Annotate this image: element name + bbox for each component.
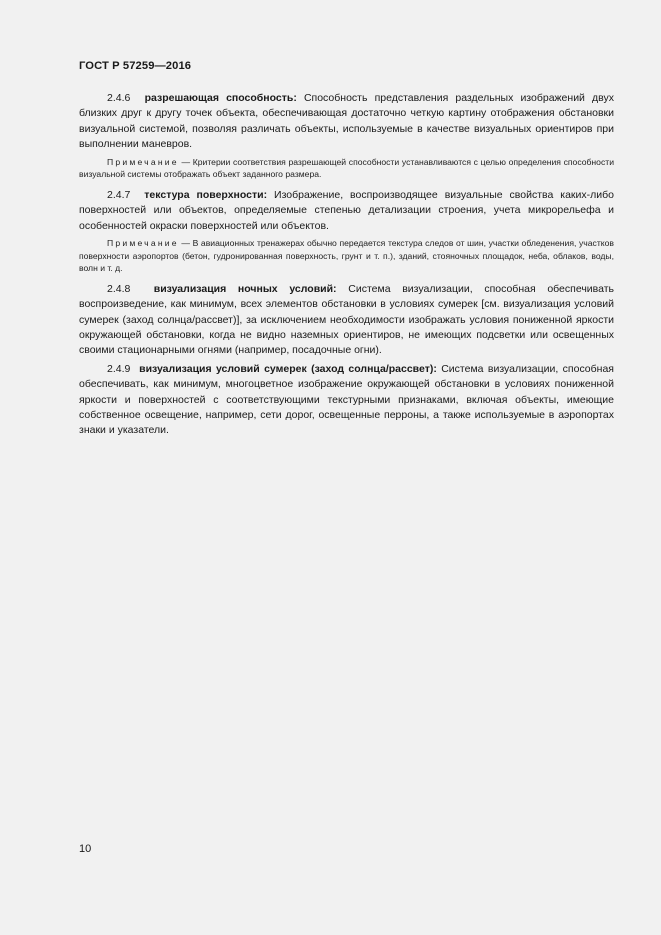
note-text: — В авиационных тренажерах обычно передается текстура следов от шин, участки обледенения, участков поверхности аэропортов (бетон, гудронированная поверхность, грунт и т. п.), зданий, стояночных площадок, неба, облаков, воды, волн и т. д. [79, 238, 614, 274]
page-content [79, 91, 614, 442]
section-2-4-8 [79, 282, 614, 359]
definition: Система визуализации, способная обеспечивать, как минимум, многоцветное изображение окружающей обстановки в условиях пониженной яркости и поверхностей с соответствующими текстурными признаками, включая объекты, имеющие собственное освещение, например, сети дорог, освещенные перроны, а также используемые в аэропортах знаки и указатели. [79, 362, 614, 437]
term: разрешающая способность: [144, 92, 297, 104]
note-label: Примечание [107, 238, 179, 249]
section-2-4-7 [79, 188, 614, 234]
section-number: 2.4.9 [107, 362, 131, 375]
term: визуализация условий сумерек (заход солнца/рассвет): [139, 362, 437, 375]
note-2-4-6 [79, 156, 614, 181]
section-2-4-9 [79, 362, 614, 439]
page-number: 10 [79, 843, 92, 855]
note-label: Примечание [107, 156, 179, 167]
note-2-4-7 [79, 237, 614, 275]
note-text: — Критерии соответствия разрешающей способности устанавливаются с целью определения способности визуальной системы отображать объект заданного размера. [79, 156, 614, 180]
definition: Способность представления раздельных изображений двух близких друг к другу точек объекта, обеспечивающая достаточно четкую картину отображения обстановки визуальной системой, позволяя различать объекты, используемые в качестве визуальных ориентиров при выполнении маневров. [79, 92, 615, 151]
term: визуализация ночных условий: [153, 282, 337, 295]
term: текстура поверхности: [144, 188, 268, 201]
document-header: ГОСТ Р 57259—2016 [79, 60, 192, 72]
section-number: 2.4.6 [107, 92, 131, 104]
section-number: 2.4.7 [107, 188, 131, 201]
section-number: 2.4.8 [107, 282, 131, 295]
definition: Изображение, воспроизводящее визуальные свойства каких-либо поверхностей или объектов, определяемые степенью детализации строения, учета микрорельефа и особенностей окраски поверхностей или объектов. [79, 188, 614, 232]
section-2-4-6 [79, 91, 614, 153]
definition: Система визуализации, способная обеспечивать воспроизведение, как минимум, всех элементов обстановки в условиях сумерек [см. визуализация условий сумерек (заход солнца/рассвет)], за исключением необходимости изображать условия пониженной яркости окружающей обстановки, когда не видно наземных ориентиров, не имеющих подсветки или освещенных своими стационарными огнями (например, посадочные огни). [79, 282, 615, 357]
